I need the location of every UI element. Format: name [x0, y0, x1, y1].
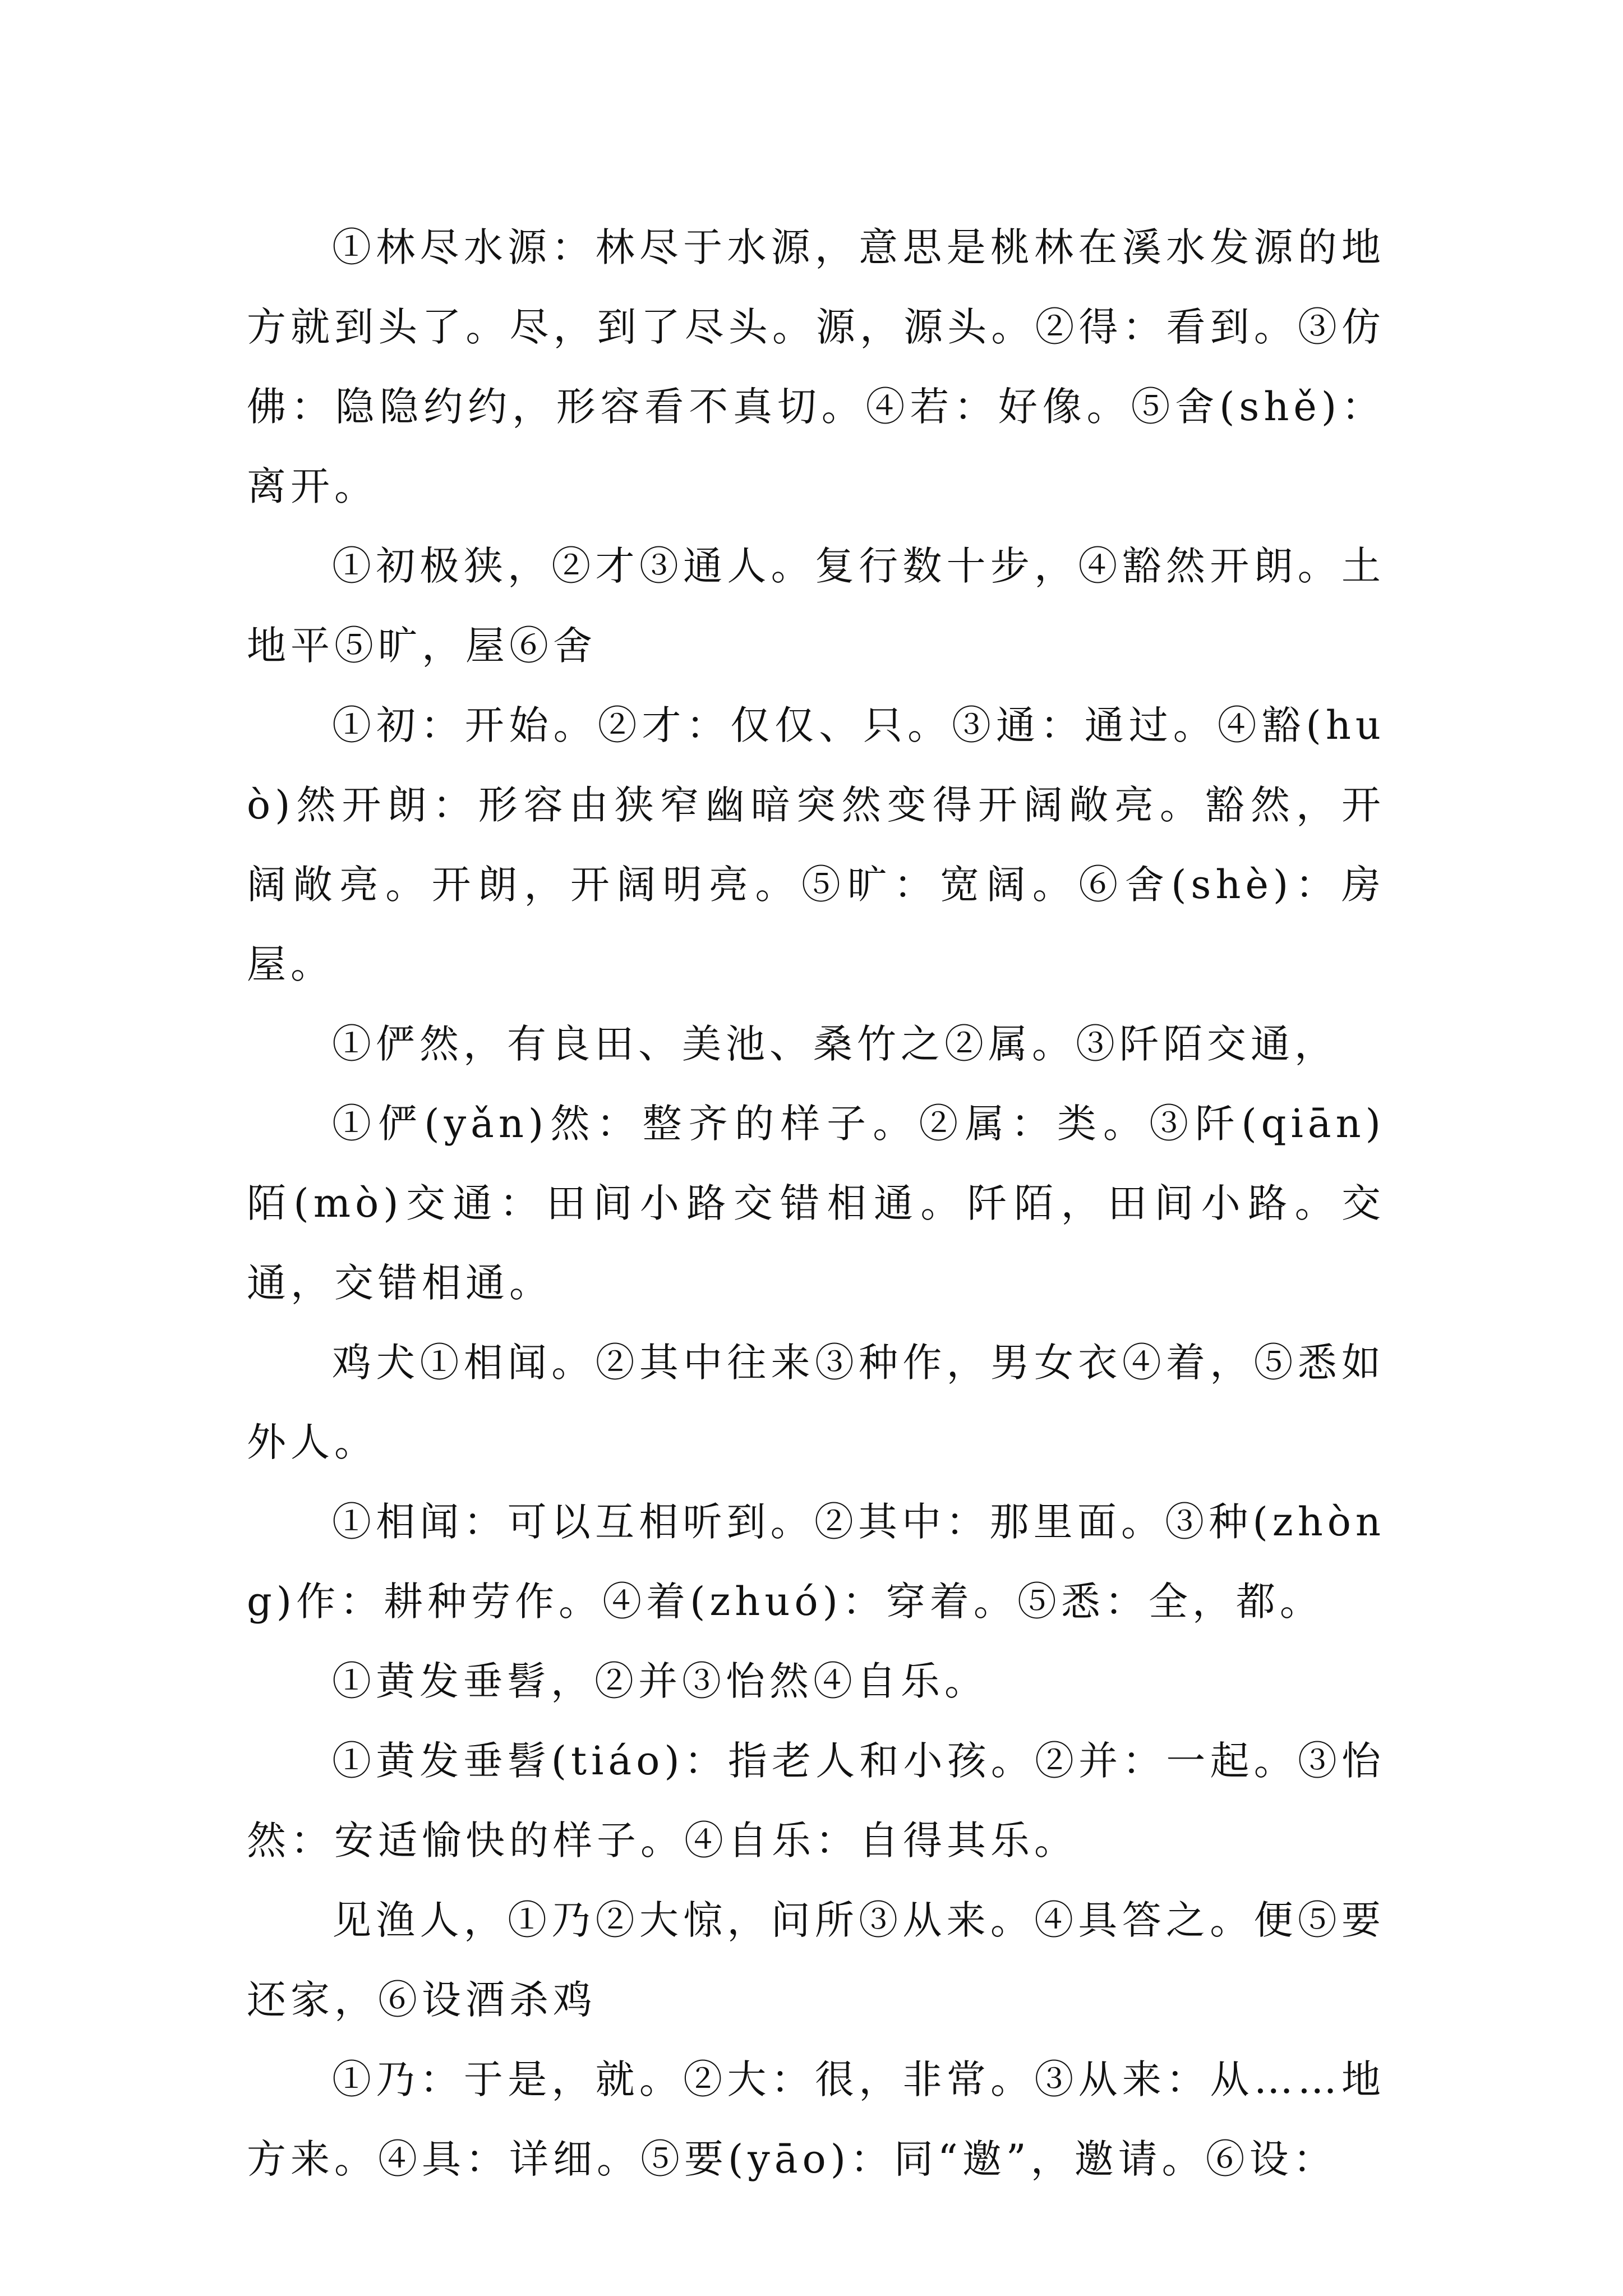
paragraph-8: ①黄发垂髫，②并③怡然④自乐。: [332, 1658, 988, 1704]
paragraph-2: ①初极狭，②才③通人。复行数十步，④豁然开朗。土地平⑤旷，屋⑥舍: [247, 543, 1385, 669]
paragraph-1: ①林尽水源：林尽于水源，意思是桃林在溪水发源的地方就到头了。尽，到了尽头。源，源头。②得：看到。③仿佛：隐隐约约，形容看不真切。④若：好像。⑤舍(shě)：离开。: [247, 224, 1385, 509]
body-text: [247, 208, 1385, 2199]
paragraph-10: 见渔人，①乃②大惊，问所③从来。④具答之。便⑤要还家，⑥设酒杀鸡: [247, 1897, 1385, 2023]
paragraph-4: ①俨然，有良田、美池、桑竹之②属。③阡陌交通，: [332, 1021, 1338, 1067]
paragraph-11: ①乃：于是，就。②大：很，非常。③从来：从……地方来。④具：详细。⑤要(yāo)：同“邀”，邀请。⑥设：: [247, 2056, 1385, 2182]
paragraph-3: ①初：开始。②才：仅仅、只。③通：通过。④豁(huò)然开朗：形容由狭窄幽暗突然变得开阔敞亮。豁然，开阔敞亮。开朗，开阔明亮。⑤旷：宽阔。⑥舍(shè)：房屋。: [247, 702, 1385, 987]
paragraph-5: ①俨(yǎn)然：整齐的样子。②属：类。③阡(qiān)陌(mò)交通：田间小路交错相通。阡陌，田间小路。交通，交错相通。: [247, 1101, 1385, 1306]
paragraph-9: ①黄发垂髫(tiáo)：指老人和小孩。②并：一起。③怡然：安适愉快的样子。④自乐：自得其乐。: [247, 1738, 1385, 1864]
paragraph-7: ①相闻：可以互相听到。②其中：那里面。③种(zhòng)作：耕种劳作。④着(zhuó)：穿着。⑤悉：全，都。: [247, 1499, 1385, 1625]
paragraph-6: 鸡犬①相闻。②其中往来③种作，男女衣④着，⑤悉如外人。: [247, 1340, 1385, 1465]
